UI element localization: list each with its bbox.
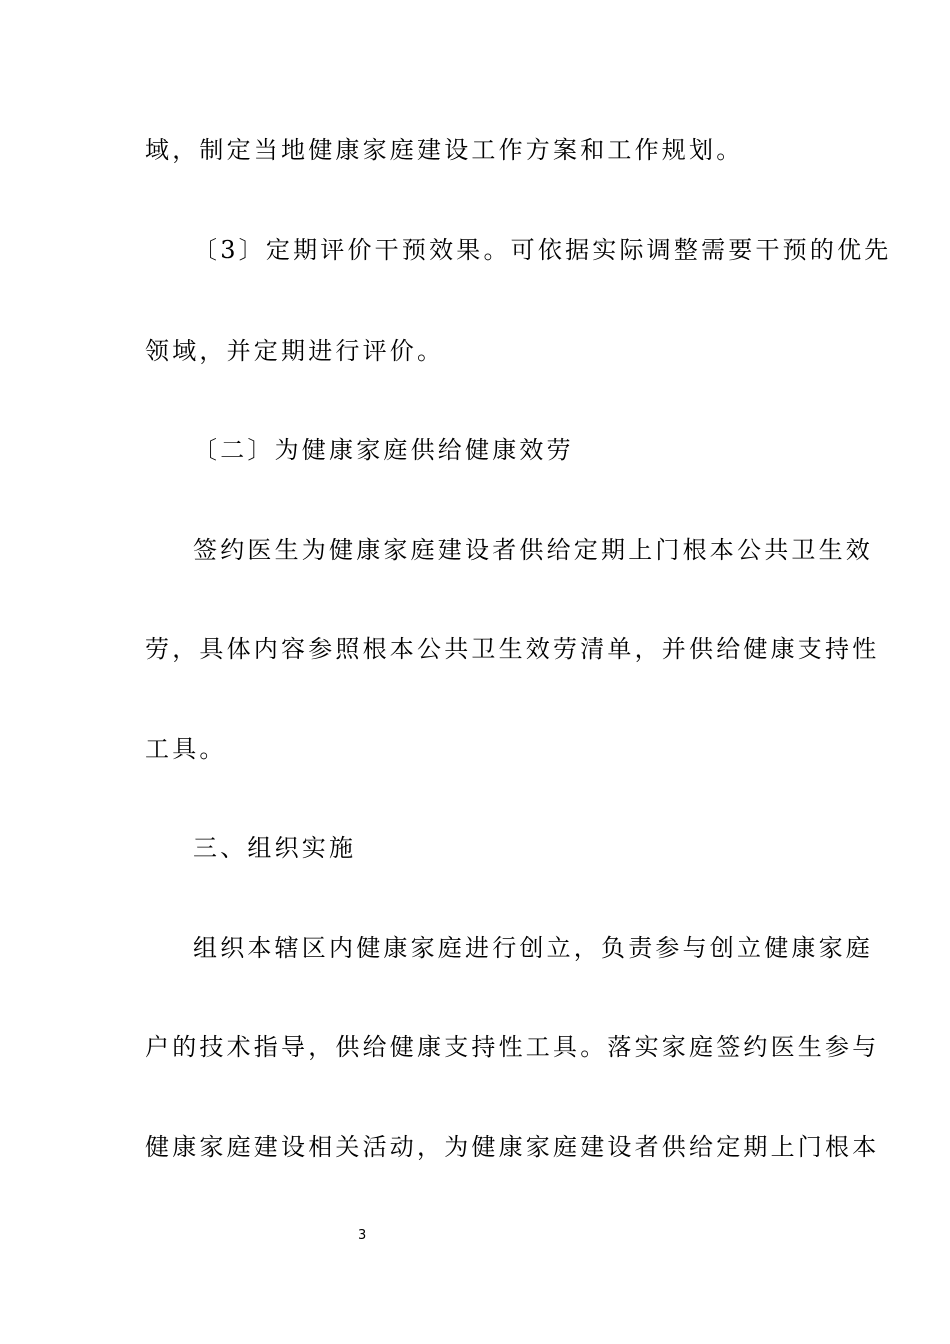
text-line: 〔3〕定期评价干预效果。可依据实际调整需要干预的优先 <box>193 236 892 264</box>
text-line: 户的技术指导，供给健康支持性工具。落实家庭签约医生参与 <box>145 1033 880 1061</box>
text-line: 领域，并定期进行评价。 <box>145 337 445 365</box>
page-number: 3 <box>358 1228 367 1243</box>
section-heading: 〔二〕为健康家庭供给健康效劳 <box>193 436 574 464</box>
text-line: 域，制定当地健康家庭建设工作方案和工作规划。 <box>145 136 744 164</box>
text-line: 工具。 <box>145 735 227 763</box>
text-line: 劳，具体内容参照根本公共卫生效劳清单，并供给健康支持性 <box>145 635 880 663</box>
section-heading: 三、组织实施 <box>193 834 357 862</box>
text-line: 签约医生为健康家庭建设者供给定期上门根本公共卫生效 <box>193 536 873 564</box>
text-line: 组织本辖区内健康家庭进行创立，负责参与创立健康家庭 <box>193 934 873 962</box>
text-line: 健康家庭建设相关活动，为健康家庭建设者供给定期上门根本 <box>145 1133 880 1161</box>
